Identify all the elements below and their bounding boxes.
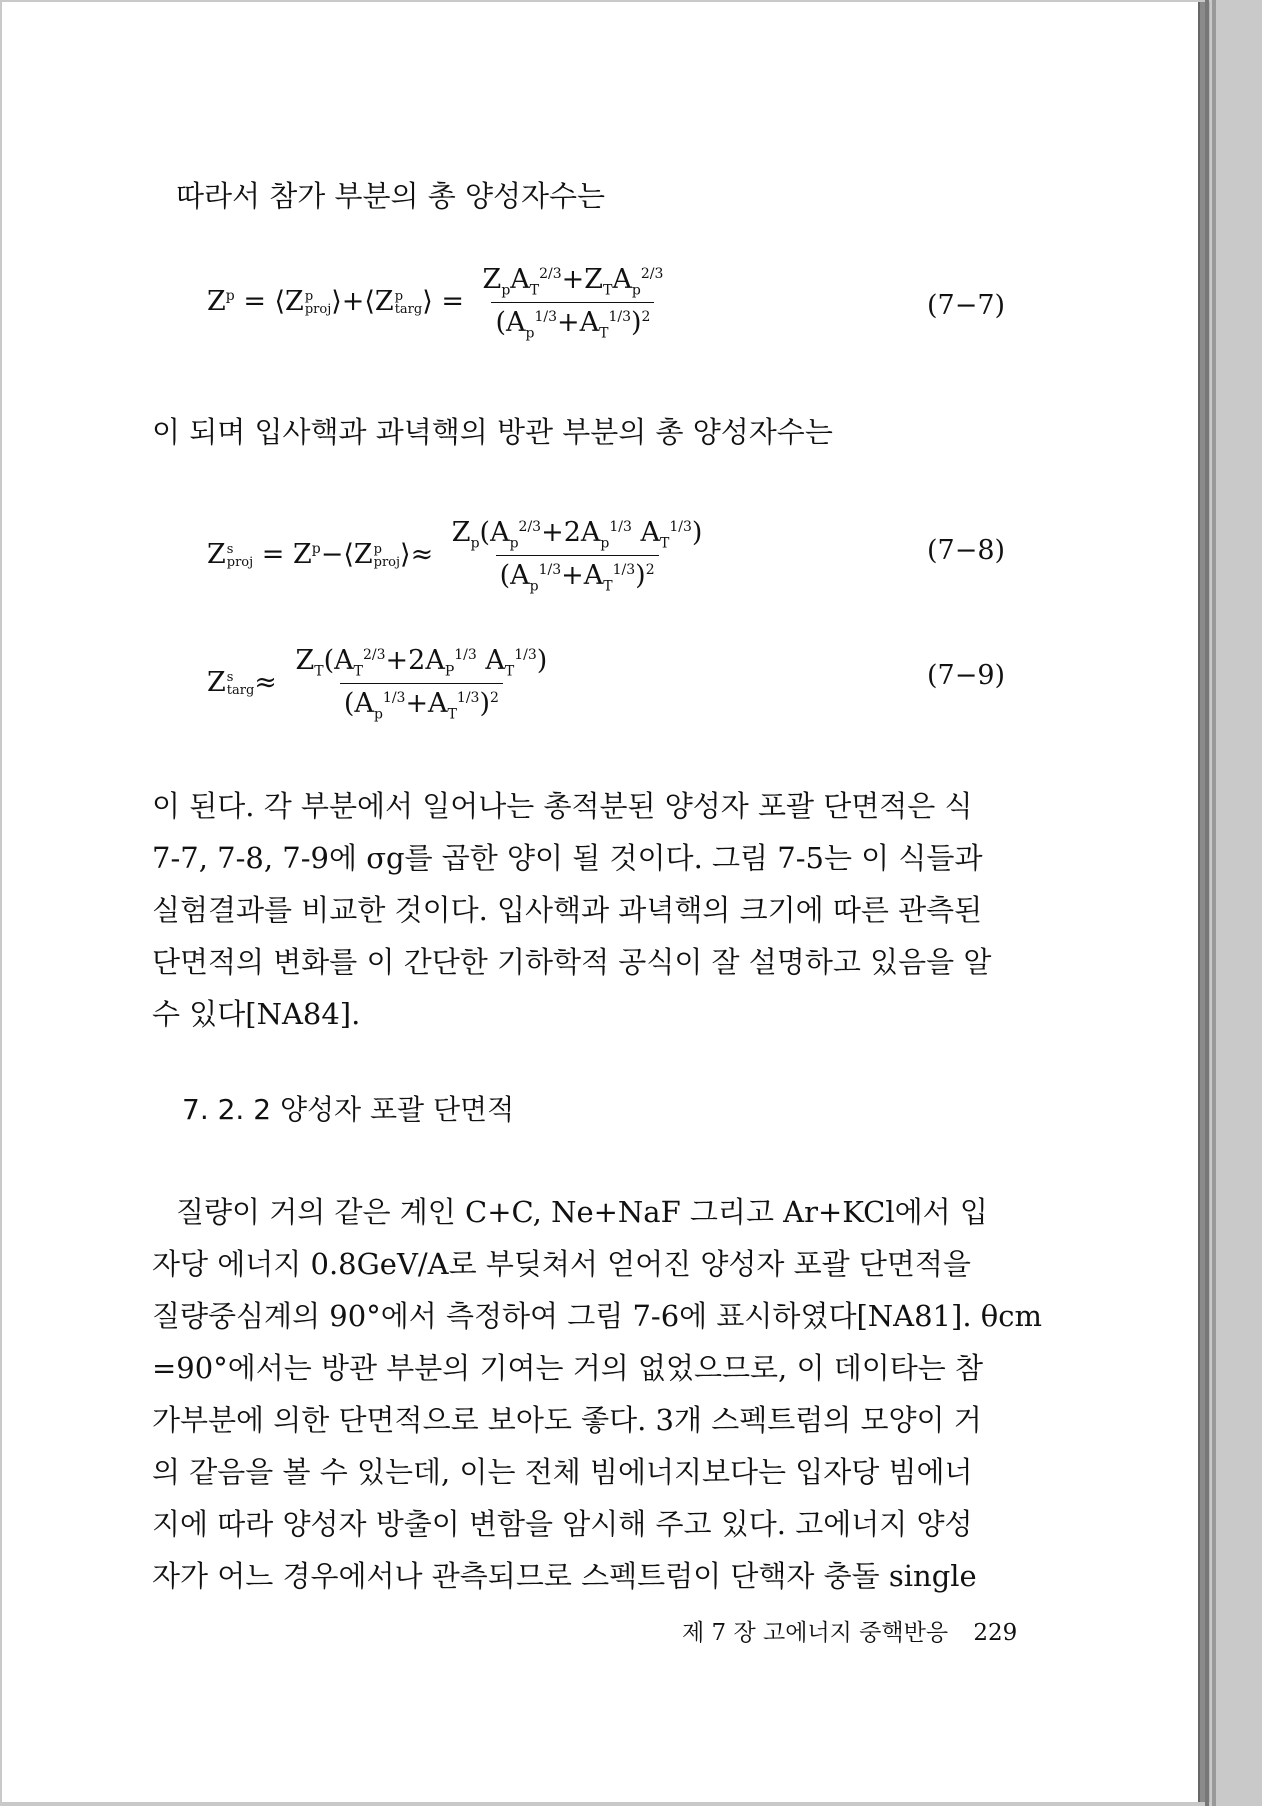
running-footer [682,1614,1017,1647]
paragraph-line: 질량이 거의 같은 계인 C+C, Ne+NaF 그리고 Ar+KCl에서 입 [176,1195,988,1229]
equation-number: (7−8) [927,535,1006,566]
intro-text: 따라서 참가 부분의 총 양성자수는 [176,179,606,213]
fraction: $\frac{Z_p(A_p^{2/3}+2A_p^{1/3} A_T^{1/3})}{(A_p^{1/3}+A_T^{1/3})^2}$ [451,517,703,595]
page-number: 229 [973,1620,1018,1646]
paragraph-line: 이 된다. 각 부분에서 일어나는 총적분된 양성자 포괄 단면적은 식 [152,789,973,823]
equation-7-9 [207,645,557,723]
paragraph-line: 자가 어느 경우에서나 관측되므로 스펙트럼이 단핵자 충돌 single [152,1559,977,1593]
paragraph-line: 7-7, 7-8, 7-9에 σg를 곱한 양이 될 것이다. 그림 7-5는 이 식들과 [152,841,983,875]
section-heading: 7. 2. 2 양성자 포괄 단면적 [182,1093,515,1126]
equation-7-8 [207,517,712,595]
equation-lhs: Z s targ ≈ [207,667,277,699]
page-edge [1212,0,1216,1806]
mid-text: 이 되며 입사핵과 과녁핵의 방관 부분의 총 양성자수는 [152,415,833,449]
equation-number: (7−7) [927,290,1006,321]
paragraph-line: 의 같음을 볼 수 있는데, 이는 전체 빔에너지보다는 입자당 빔에너 [152,1455,973,1489]
equation-number: (7−9) [927,660,1006,691]
equation-7-7 [207,264,673,342]
fraction: $\frac{Z_T(A_T^{2/3}+2A_P^{1/3} A_T^{1/3})}{(A_p^{1/3}+A_T^{1/3})^2}$ [295,645,548,723]
paragraph-line: =90°에서는 방관 부분의 기여는 거의 없었으므로, 이 데이타는 참 [152,1351,984,1385]
page-edge [1205,0,1209,1806]
paragraph-line: 실험결과를 비교한 것이다. 입사핵과 과녁핵의 크기에 따른 관측된 [152,893,983,927]
paragraph-line: 자당 에너지 0.8GeV/A로 부딪쳐서 얻어진 양성자 포괄 단면적을 [152,1247,971,1281]
equation-lhs: $Z^p$ = ⟨Z p proj ⟩+⟨Z p targ ⟩ = [207,286,464,318]
paragraph-line: 질량중심계의 90°에서 측정하여 그림 7-6에 표시하였다[NA81]. θcm [152,1299,1042,1333]
chapter-title: 제 7 장 고에너지 중핵반응 [682,1620,949,1646]
paragraph-line: 수 있다[NA84]. [152,997,361,1031]
equation-lhs: Z s proj = $Z^p-⟨Z$ p proj ⟩≈ [207,539,434,571]
book-page [2,2,1200,1802]
fraction: $\frac{Z_pA_T^{2/3}+Z_TA_p^{2/3}}{(A_p^{1/3}+A_T^{1/3})^2}$ [482,264,664,342]
paragraph-line: 지에 따라 양성자 방출이 변함을 암시해 주고 있다. 고에너지 양성 [152,1507,973,1541]
paragraph-line: 가부분에 의한 단면적으로 보아도 좋다. 3개 스펙트럼의 모양이 거 [152,1403,982,1437]
paragraph-line: 단면적의 변화를 이 간단한 기하학적 공식이 잘 설명하고 있음을 알 [152,945,992,979]
